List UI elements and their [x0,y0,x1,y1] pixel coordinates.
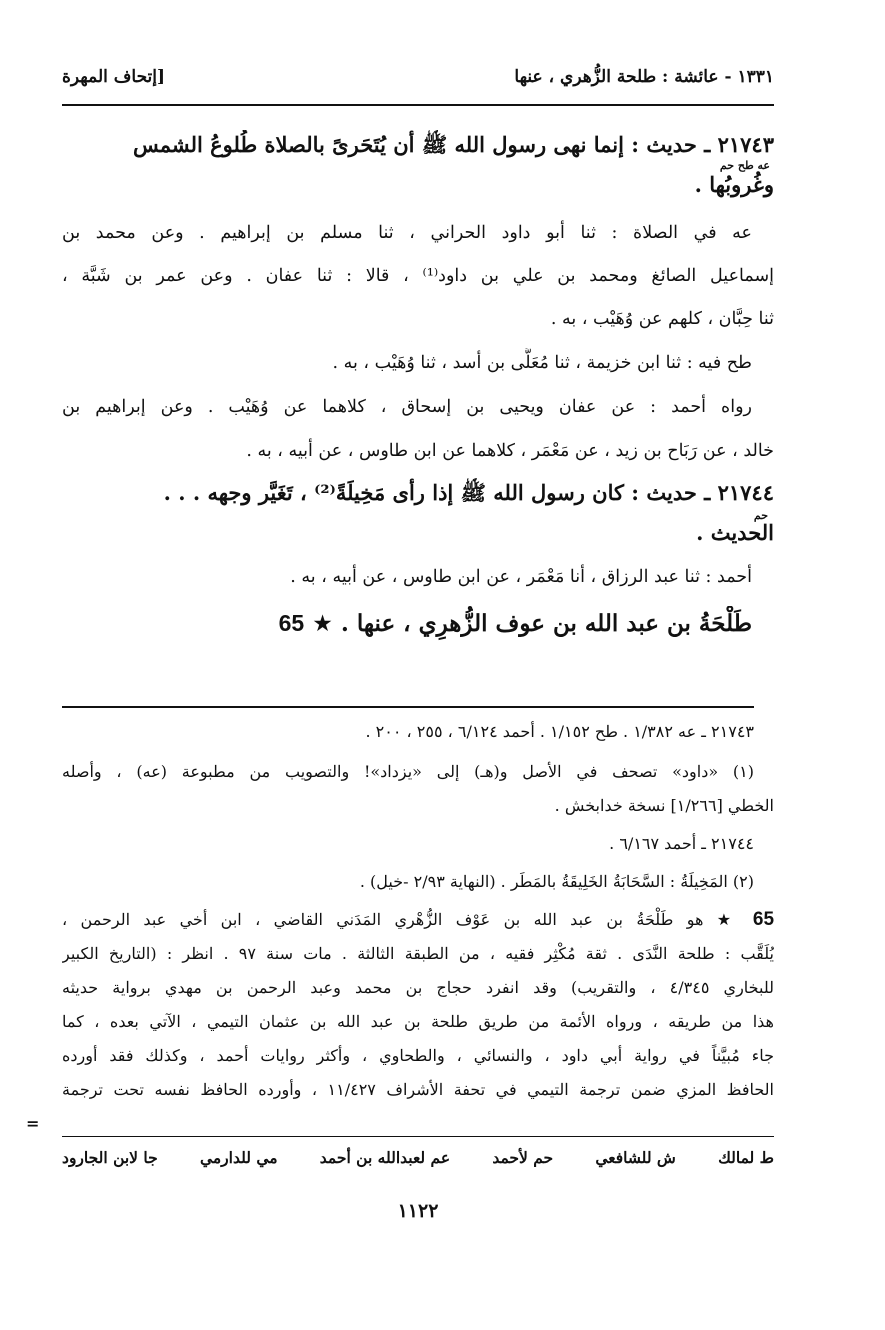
hadith-21744-heading-cont: الحديث . [696,520,774,545]
footer-rule [62,1136,774,1137]
footnote-line: ٢١٧٤٤ ـ أحمد ٦/١٦٧ . [609,834,754,853]
footnote-line: للبخاري ٤/٣٤٥ ، والتقريب) وقد انفرد حجاج بن محمد وعبد الرحمن بن مهدي برواية حديثه [62,978,774,997]
footnote-line: (٢) المَخِيلَةُ : السَّحَابَةُ الخَلِيقَةُ بالمَطَر . (النهاية ٢/٩٣ -خيل) . [359,872,754,891]
paragraph-line: عه في الصلاة : ثنا أبو داود الحراني ، ثنا مسلم بن إبراهيم . وعن محمد بن [62,223,752,243]
paragraph-line: ثنا حِبَّان ، كلهم عن وُهَيْب ، به . [550,309,774,329]
abbreviation-item: حم لأحمد [492,1148,554,1167]
star-icon: ★ [312,611,333,637]
hadith-21743-source-marks: عه طح حم [719,159,770,172]
footnote-line: هذا من طريقه ، ورواه الأئمة من طريق طلحة بن عبد الله بن عثمان التيمي ، الآتي بعده ، كما [62,1012,774,1031]
paragraph-line: رواه أحمد : عن عفان ويحيى بن إسحاق ، كلاهما عن وُهَيْب . وعن إبراهيم بن [62,397,752,417]
abbreviation-key [62,1148,774,1167]
footnote-line: (١) «داود» تصحف في الأصل و(هـ) إلى «يزداد»! والتصويب من مطبوعة (عه) ، وأصله [62,762,755,781]
abbreviation-item: عم لعبدالله بن أحمد [319,1148,451,1167]
abbreviation-item: مي للدارمي [199,1148,278,1167]
abbreviation-item: ط لمالك [718,1148,774,1167]
footnote-text: ★ هو طَلْحَةُ بن عبد الله بن عَوْف الزُّهْري المَدَني القاضي ، ابن أخي عبد الرحمن ، [62,910,740,929]
hadith-21743-heading-cont: وغُروبُها . [694,172,774,197]
footnote-line: جاء مُبيَّناً في رواية أبي داود ، والنسائي ، والطحاوي ، وأكثر روايات أحمد ، وكذلك فقد أورده [62,1046,774,1065]
paragraph-line: إسماعيل الصائغ ومحمد بن علي بن داود⁽¹⁾ ، قالا : ثنا عفان . وعن عمر بن شَبَّة ، [62,266,774,286]
abbreviation-item: جا لابن الجارود [62,1148,158,1167]
running-header [62,60,774,94]
paragraph-line: طح فيه : ثنا ابن خزيمة ، ثنا مُعَلَّى بن أسد ، ثنا وُهَيْب ، به . [332,353,752,373]
paragraph-line: أحمد : ثنا عبد الرزاق ، أنا مَعْمَر ، عن ابن طاوس ، عن أبيه ، به . [290,567,752,587]
section-number: 65 [278,610,305,636]
paragraph-line: خالد ، عن رَبَاح بن زيد ، عن مَعْمَر ، كلاهما عن ابن طاوس ، عن أبيه ، به . [246,441,774,461]
footnote-line [62,906,774,934]
running-header-book: [إتحاف المهرة [62,67,166,87]
running-header-title: ١٣٣١ - عائشة : طلحة الزُّهري ، عنها [514,67,774,87]
footnote-line: الخطي [١/٢٦٦] نسخة خدابخش . [554,796,774,815]
hadith-21744-heading: ٢١٧٤٤ ـ حديث : كان رسول الله ﷺ إذا رأى مَخِيلَةً⁽²⁾ ، تَغَيَّر وجهه . . . [163,480,774,505]
footnote-rule [62,706,754,708]
hadith-21744-source-marks: حم [753,509,768,522]
section-title: طَلْحَةُ بن عبد الله بن عوف الزُّهرِي ، عنها . [340,610,752,637]
section-heading [62,606,774,641]
hadith-21743-heading: ٢١٧٤٣ ـ حديث : إنما نهى رسول الله ﷺ أن يُتَحَرىً بالصلاة طُلوعُ الشمس [132,132,774,157]
abbreviation-item: ش للشافعي [595,1148,676,1167]
page-number: ١١٢٢ [397,1200,439,1222]
header-rule [62,104,774,106]
footnote-line: ٢١٧٤٣ ـ عه ١/٣٨٢ . طح ١/١٥٢ . أحمد ٦/١٢٤ ، ٢٥٥ ، ٢٠٠ . [365,722,754,741]
book-page [26,50,774,1290]
footnote-number: 65 [752,909,774,930]
footnote-line: يُلَقَّب : طلحة النَّدَى . ثقة مُكْثِر فقيه ، من الطبقة الثالثة . مات سنة ٩٧ . انظر : (التاريخ الكبير [62,944,774,963]
footnote-line: الحافظ المزي ضمن ترجمة التيمي في تحفة الأشراف ١١/٤٢٧ ، وأورده الحافظ نفسه تحت ترجمة [62,1080,774,1099]
continuation-mark: = [26,1114,40,1133]
